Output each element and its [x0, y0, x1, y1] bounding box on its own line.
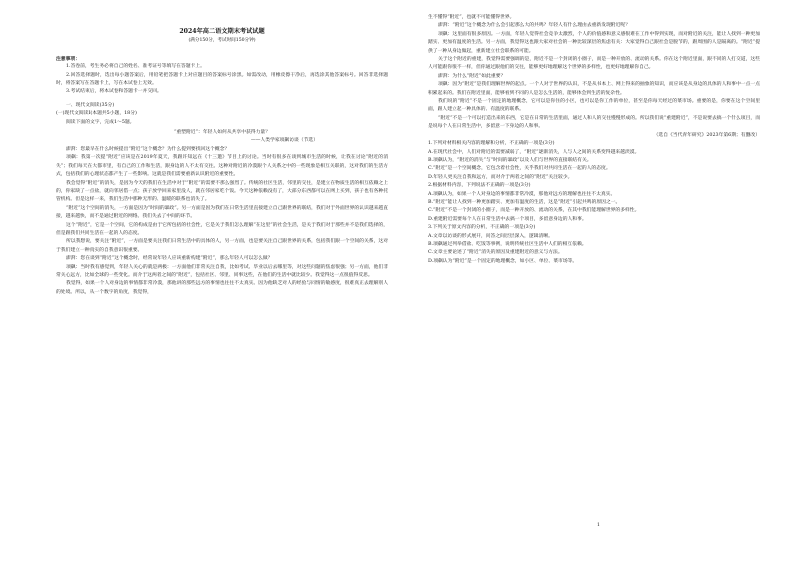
passage-paragraph: 澎湃：您最早在什么时候提出“附近”这个概念？为什么提到要找回这个概念？ — [66, 146, 230, 152]
question-option: D.年轻人更关注自我和远方，而对介于两者之间的“附近”关注较少。 — [428, 174, 573, 180]
question-option: C.“附近”不是一个封闭的小圈子，而是一种开放的、流动的关系，在其中我们能理解世界的多样性。 — [428, 208, 640, 214]
passage-paragraph: 生不懂得“附近”，也就不可能懂得世界。 — [428, 15, 515, 20]
question-option: B.项飙通过列举借盐、吃饭等事例，说明传统社区生活中人们的相互依赖。 — [428, 241, 587, 247]
passage-paragraph: 我会觉得“附近”的消失，是因为今天的我们在生活中对于“附近”的需要不那么强烈了。传统的社区生活，邻里的交往，是建立在物质生活的相互依赖之上的，你家缺了一点盐，就向邻居借一点；孩子放学回来家里没人，就在邻居家吃个饭。今天这种依赖没有了，大部分东西都可以在网上买到，孩子也有各种托管机构。但是这样一来，我们生活中那种无形的、温暖的联系也消失了。 — [56, 180, 388, 203]
passage-title: “重塑附近”：年轻人如何从共享中获得力量？ — [173, 130, 271, 136]
subsection-heading: (一)现代文阅读Ⅰ(本题共5小题，18分) — [56, 111, 137, 117]
passage-paragraph: 项飙：因为“附近”是我们理解世界的起点。一个人对于世界的认识，不是从书本上、网上得来的抽象的知识，而应该是从身边的具体的人和事中一点一点积累起来的。我们在附近里面，能够看到不同的人是怎么生活的，能够体会到生活的复杂性。 — [428, 82, 760, 96]
question-stem: 2.根据材料内容，下列说法不正确的一项是(3分) — [428, 183, 531, 189]
passage-paragraph: 澎湃：您在谈到“附近”这个概念时，经常说年轻人应该重新构建“附近”，那么年轻人可以怎么做？ — [66, 256, 273, 262]
passage-paragraph: 我们说的“附近”不是一个固定的地理概念，它可以是你住的小区，也可以是你工作的单位，甚至是你每天经过的菜市场。重要的是，你要在这个空间里面，跟人建立起一种具体的、有温度的联系。 — [428, 99, 760, 113]
passage-paragraph: 澎湃：“附近”这个概念为什么会引起那么大的共鸣？年轻人有什么理由去重新发现附近呢？ — [438, 23, 630, 29]
notice-heading: 注意事项： — [56, 55, 80, 62]
question-option: A.项飙认为，如果一个人对身边的事情都非常冷漠，那他对远方的理解也往往不太真实。 — [428, 191, 616, 197]
page-number: 1 — [597, 523, 600, 528]
notice-item: 1.答卷前，考生务必将自己的姓名、准考证号等填写在答题卡上。 — [66, 64, 205, 70]
passage-paragraph: 澎湃：为什么“附近”如此重要？ — [438, 73, 506, 79]
passage-paragraph: 项飙：这里面有很多原因。一方面，年轻人觉得社会竞争太激烈，个人的价值感和意义感很难在工作中得到实现，而对附近的关注，能让人找到一种更加踏实、更加有温度的生活。另一方面，我觉得这也跟大家对社会的一种比较深层的焦虑有关：大家觉得自己跟社会是脱节的，跟周围的人是隔离的。“附近”提供了一种从身边做起，重新建立社会联系的可能。 — [428, 31, 760, 54]
question-stem: 1.下列对材料相关内容的理解和分析，不正确的一项是(3分) — [428, 141, 555, 147]
passage-paragraph: 项飙：我第一次提“附近”应该是在2019年夏天，我跟许知远在《十三邀》节目上的讨论。当时有很多在谈到城市生活的时候，让我在讨论“附近的消失”；我们每天在大都市里，有自己的工作和生活，跟身边的人不太有交往。这种对附近的冷漠跟个人关系之中的一些现象是相互关联的，这对我们的生活方式，包括我们的心理状态都产生了一些影响。这就是我们需要重新认识附近的重要性。 — [56, 155, 388, 178]
passage-paragraph: 这个“附近”，它是一个空间，它的构成是由于它所包括的社会性，它是关于我们怎么理解“在这里”的社会生活，是关于我们对于那些并不是我们选择的，但是跟我们共同生活在一起的人的态度。 — [56, 222, 388, 236]
question-option: D.重建附近需要每个人在日常生活中去搞一个项目，多留意身边的人和事。 — [428, 216, 587, 222]
left-column — [56, 14, 388, 297]
passage-paragraph: “附近”这个空间的消失，一方面是因为“时间的暴政”。另一方面是因为我们在日常生活里直接建立自己跟世界的联结，我们对于外面世界的认识越来越直接，越来越快，而不是通过附近的网络。我们失去了中间的环节。 — [56, 205, 388, 220]
exam-meta: (满分150分，考试时间150分钟) — [188, 38, 256, 44]
passage-paragraph: 所以我想说，要关注“附近”，一方面是要关注我们日常生活中的具体的人，另一方面，也是要关注自己跟世界的关系，包括我们跟一个空间的关系，这对于我们建立一种真实的自我意识很重要。 — [56, 239, 388, 253]
passage-paragraph: 我觉得，如果一个人对身边的事情都非常冷漠，那他讲的那些远方的事情也往往不太真实。因为他缺乏对人的经验与同情的敏感度，很难真正去理解别人的处境。所以，从一个数字的角度，我觉得， — [56, 281, 388, 295]
question-option: C.文章主要论述了“附近”消失的原因及重建附近的意义与方法。 — [428, 250, 563, 256]
question-option: B.“附近”能让人找到一种更加踏实、更加有温度的生活，这是“附近”引起共鸣的原因之一。 — [428, 199, 621, 205]
passage-paragraph: 关于这个附近的重建，我觉得需要强调的是，附近不是一个封闭的小圈子，而是一种开放的、流动的关系。你在这个附近里面，跟不同的人打交道，这些人可能跟你很不一样，但你通过跟他们的交往，能够更好地理解这个世界的多样性，也更好地理解你自己。 — [428, 57, 760, 71]
question-option: A.文章以访谈的形式展开，问答之间层层深入，逻辑清晰。 — [428, 233, 553, 239]
question-option: D.项飙认为“附近”是一个固定的地理概念，如小区、单位、菜市场等。 — [428, 258, 578, 264]
question-option: C.“附近”是一个空间概念，它包含着社会性，关乎我们对共同生活在一起的人的态度。 — [428, 166, 611, 172]
question-option: B.项飙认为，“附近的消失”与“时间的暴政”以及人们与世界的直接联结有关。 — [428, 157, 592, 163]
passage-source: ——人类学家项飙访谈（节选） — [250, 138, 318, 144]
passage-paragraph: 项飙：当时我有感觉到，年轻人关心的就是两极：一方面他们非常关注自我，比如考试、毕业以后去哪里等，对这些问题的焦虑很强；另一方面，他们非常关心远方，比如全球的一些变化。而介于这两者之间的“附近”，包括社区、邻里、同事这些，在他们的生活中就比较少。我觉得这一点很值得反思。 — [56, 264, 388, 278]
section-heading: 一、现代文阅读(35分) — [66, 102, 115, 108]
source-note: （选自《当代青年研究》2023年第6期；有删改） — [653, 132, 760, 138]
exam-title: 2024年高二语文期末考试试题 — [179, 28, 265, 35]
notice-item: 2.回答选择题时，选出每小题答案后，用铅笔把答题卡上对应题目的答案标号涂黑。如需改动，用橡皮擦干净后，再选涂其他答案标号。回答非选择题时，将答案写在答题卡上，写在本试卷上无效。 — [56, 72, 388, 87]
right-column — [428, 14, 760, 266]
question-option: A.在现代社会中，人们对附近的需要减弱了，“附近”逐渐消失，人与人之间的关系变得越来越淡漠。 — [428, 149, 640, 155]
question-stem: 3.下列关于原文内容的分析，不正确的一项是(3分) — [428, 225, 536, 231]
passage-prompt: 阅读下面的文字，完成1～5题。 — [66, 119, 135, 125]
notice-item: 3.考试结束后，将本试卷和答题卡一并交回。 — [66, 89, 162, 95]
passage-paragraph: “附近”不是一个可以打造出来的东西，它是在日常的生活里面，通过人和人的交往慢慢形成的。所以我们说“重建附近”，不是说要去搞一个什么项目，而是说每个人在日常生活中，多留意一下身边的人和事。 — [428, 115, 760, 130]
